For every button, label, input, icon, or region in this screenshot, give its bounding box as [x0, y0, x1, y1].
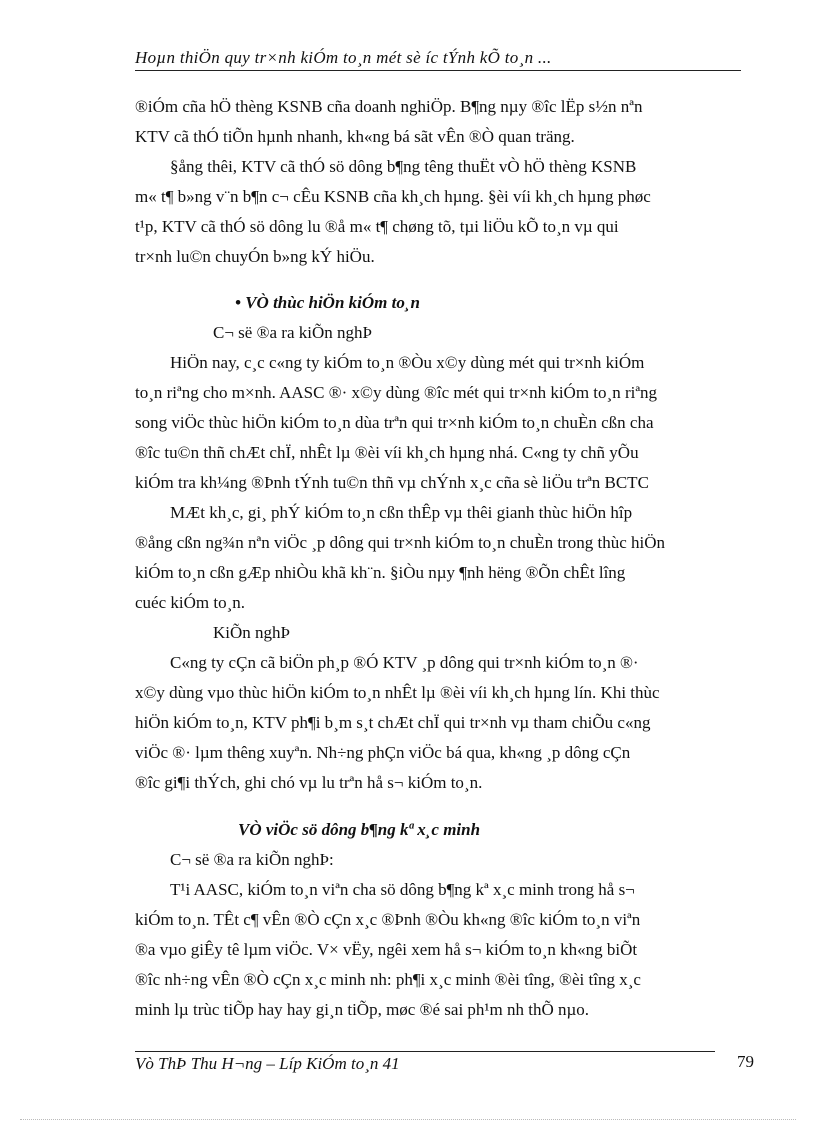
text-line: §ång thêi, KTV cã thÓ sö dông b¶ng têng thuËt vÒ hÖ thèng KSNB [170, 157, 637, 176]
text-line: kiÓm to¸n. TÊt c¶ vÊn ®Ò cÇn x¸c ®Þnh ®Òu kh«ng ®îc kiÓm to¸n viªn [135, 910, 641, 929]
sub-heading: C¬ së ®a ra kiÕn nghÞ [213, 323, 372, 342]
sub-heading: KiÕn nghÞ [213, 623, 290, 642]
text-line: T¹i AASC, kiÓm to¸n viªn cha sö dông b¶ng kª x¸c minh trong hå s¬ [170, 880, 635, 899]
text-line: m« t¶ b»ng v¨n b¶n c¬ cÊu KSNB cña kh¸ch hµng. §èi víi kh¸ch hµng phøc [135, 187, 651, 206]
footer-divider [135, 1051, 715, 1052]
text-line: ®îc tu©n thñ chÆt chÏ, nhÊt lµ ®èi víi kh¸ch hµng nhá. C«ng ty chñ yÕu [135, 443, 639, 462]
section-heading: • VÒ thùc hiÖn kiÓm to¸n [235, 293, 420, 312]
text-line: MÆt kh¸c, gi¸ phÝ kiÓm to¸n cßn thÊp vµ thêi gianh thùc hiÖn hîp [170, 503, 633, 522]
text-line: kiÓm to¸n cßn gÆp nhiÒu khã kh¨n. §iÒu nµy ¶nh hëng ®Õn chÊt lîng [135, 563, 626, 582]
sub-heading: C¬ së ®a ra kiÕn nghÞ: [170, 850, 334, 869]
text-line: minh lµ trùc tiÕp hay hay gi¸n tiÕp, møc ®é sai ph¹m nh thÕ nµo. [135, 1000, 590, 1019]
text-line: viÖc ®· lµm thêng xuyªn. Nh÷ng phÇn viÖc bá qua, kh«ng ¸p dông cÇn [135, 743, 631, 762]
page-header: Hoµn thiÖn quy tr×nh kiÓm to¸n mét sè íc tÝnh kÕ to¸n ... [135, 48, 741, 71]
text-line: tr×nh lu©n chuyÓn b»ng kÝ hiÖu. [135, 247, 375, 266]
text-line: C«ng ty cÇn cã biÖn ph¸p ®Ó KTV ¸p dông qui tr×nh kiÓm to¸n ®· [170, 653, 639, 672]
text-line: to¸n riªng cho m×nh. AASC ®· x©y dùng ®îc mét qui tr×nh kiÓm to¸n riªng [135, 383, 658, 402]
page-edge [20, 1119, 796, 1120]
text-line: ®a vµo giÊy tê lµm viÖc. V× vËy, ngêi xem hå s¬ kiÓm to¸n kh«ng biÕt [135, 940, 638, 959]
text-line: HiÖn nay, c¸c c«ng ty kiÓm to¸n ®Òu x©y dùng mét qui tr×nh kiÓm [170, 353, 645, 372]
text-line: x©y dùng vµo thùc hiÖn kiÓm to¸n nhÊt lµ ®èi víi kh¸ch hµng lín. Khi thùc [135, 683, 660, 702]
page-number: 79 [737, 1052, 754, 1071]
section-heading: VÒ viÖc sö dông b¶ng kª x¸c minh [238, 820, 481, 839]
text-line: kiÓm tra kh¼ng ®Þnh tÝnh tu©n thñ vµ chÝnh x¸c cña sè liÖu trªn BCTC [135, 473, 649, 492]
text-line: t¹p, KTV cã thÓ sö dông lu ®å m« t¶ chøng tõ, tµi liÖu kÕ to¸n vµ qui [135, 217, 619, 236]
text-line: ®îc gi¶i thÝch, ghi chó vµ lu trªn hå s¬ kiÓm to¸n. [135, 773, 483, 792]
text-line: ®ång cßn ng¾n nªn viÖc ¸p dông qui tr×nh kiÓm to¸n chuÈn trong thùc hiÖn [135, 533, 666, 552]
text-line: ®îc nh÷ng vÊn ®Ò cÇn x¸c minh nh: ph¶i x¸c minh ®èi tîng, ®èi tîng x¸c [135, 970, 641, 989]
text-line: hiÖn kiÓm to¸n, KTV ph¶i b¸m s¸t chÆt chÏ qui tr×nh vµ tham chiÕu c«ng [135, 713, 651, 732]
text-line: cuéc kiÓm to¸n. [135, 593, 245, 612]
text-line: ®iÓm cña hÖ thèng KSNB cña doanh nghiÖp. B¶ng nµy ®îc lËp s½n nªn [135, 97, 643, 116]
footer-author: Vò ThÞ Thu H¬ng – Líp KiÓm to¸n 41 [135, 1054, 400, 1073]
text-line: KTV cã thÓ tiÕn hµnh nhanh, kh«ng bá sãt vÊn ®Ò quan träng. [135, 127, 575, 146]
text-line: song viÖc thùc hiÖn kiÓm to¸n dùa trªn qui tr×nh kiÓm to¸n chuÈn cßn cha [135, 413, 654, 432]
